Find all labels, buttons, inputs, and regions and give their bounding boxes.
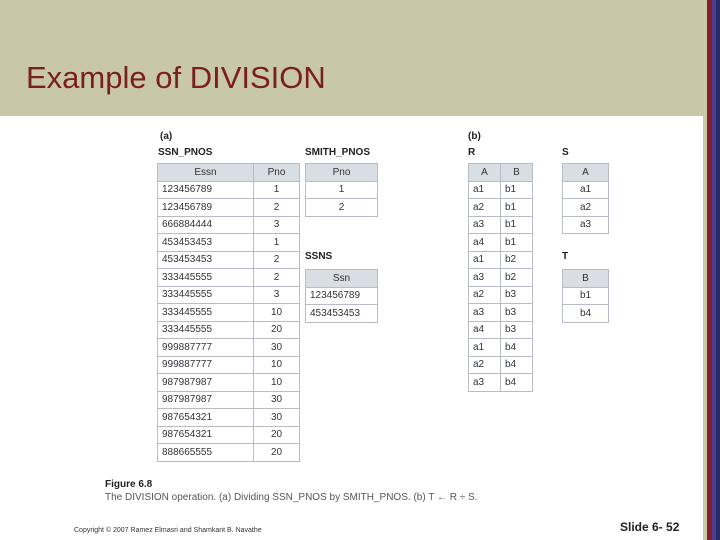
table-row <box>563 181 609 199</box>
table-row <box>306 181 378 199</box>
relation-name-ssn-pnos: SSN_PNOS <box>158 147 213 158</box>
table-row <box>469 234 533 252</box>
table-row <box>306 199 378 217</box>
table-cell: 987987987 <box>158 391 254 409</box>
table-cell: a3 <box>469 304 501 322</box>
column-header: Pno <box>254 164 300 182</box>
copyright-notice: Copyright © 2007 Ramez Elmasri and Shamkant B. Navathe <box>74 527 262 534</box>
table-cell: a2 <box>563 199 609 217</box>
decorative-stripe <box>716 0 720 540</box>
table-row <box>563 199 609 217</box>
table-cell: 987987987 <box>158 374 254 392</box>
table-row <box>563 216 609 234</box>
column-header: A <box>469 164 501 182</box>
table-header-row <box>563 270 609 288</box>
table-row <box>469 199 533 217</box>
table-cell: 453453453 <box>158 251 254 269</box>
table-row <box>563 287 609 305</box>
title-band <box>0 0 703 116</box>
table-row <box>563 305 609 323</box>
table-row <box>158 444 300 462</box>
relation-name-t: T <box>562 251 569 262</box>
table-cell: a3 <box>563 216 609 234</box>
figure-caption-text: The DIVISION operation. (a) Dividing SSN_PNOS by SMITH_PNOS. (b) T ← R ÷ S. <box>105 492 478 503</box>
table-row <box>469 216 533 234</box>
table-row <box>158 199 300 217</box>
relation-name-s: S <box>562 147 569 158</box>
figure-part-b-label: (b) <box>468 131 481 142</box>
table-cell: a2 <box>469 286 501 304</box>
slide-number: Slide 6- 52 <box>620 520 680 534</box>
table-cell: a2 <box>469 199 501 217</box>
table-header-row <box>306 164 378 182</box>
table-header-row <box>306 270 378 288</box>
table-row <box>158 181 300 199</box>
table-smith-pnos <box>305 163 378 217</box>
table-row <box>469 356 533 374</box>
table-row <box>158 374 300 392</box>
table-cell: a1 <box>469 251 501 269</box>
table-cell: 10 <box>254 304 300 322</box>
table-row <box>158 321 300 339</box>
figure-part-a-label: (a) <box>160 131 173 142</box>
table-s <box>562 163 609 234</box>
table-cell: 1 <box>306 181 378 199</box>
relation-name-smith-pnos: SMITH_PNOS <box>305 147 371 158</box>
table-cell: 123456789 <box>158 199 254 217</box>
table-cell: a3 <box>469 374 501 392</box>
table-row <box>158 391 300 409</box>
table-ssns <box>305 269 378 323</box>
table-cell: 333445555 <box>158 286 254 304</box>
column-header: B <box>501 164 533 182</box>
table-row <box>469 181 533 199</box>
table-row <box>469 269 533 287</box>
table-cell: 20 <box>254 321 300 339</box>
table-cell: 333445555 <box>158 269 254 287</box>
table-cell: 30 <box>254 409 300 427</box>
column-header: A <box>563 164 609 182</box>
table-cell: 453453453 <box>158 234 254 252</box>
table-cell: 888665555 <box>158 444 254 462</box>
table-row <box>158 269 300 287</box>
table-row <box>158 304 300 322</box>
table-cell: b2 <box>501 251 533 269</box>
table-cell: 20 <box>254 444 300 462</box>
table-row <box>158 234 300 252</box>
table-cell: 333445555 <box>158 321 254 339</box>
table-row <box>158 286 300 304</box>
table-cell: b4 <box>563 305 609 323</box>
table-cell: a1 <box>469 339 501 357</box>
table-row <box>158 251 300 269</box>
slide-title: Example of DIVISION <box>26 60 326 95</box>
table-row <box>469 339 533 357</box>
table-cell: a4 <box>469 321 501 339</box>
table-cell: 30 <box>254 339 300 357</box>
table-cell: b3 <box>501 286 533 304</box>
table-cell: b4 <box>501 339 533 357</box>
table-row <box>306 305 378 323</box>
relation-name-r: R <box>468 147 476 158</box>
table-cell: 10 <box>254 356 300 374</box>
column-header: Essn <box>158 164 254 182</box>
table-r <box>468 163 533 392</box>
table-row <box>158 356 300 374</box>
table-cell: b1 <box>501 199 533 217</box>
table-row <box>469 286 533 304</box>
table-cell: a3 <box>469 216 501 234</box>
table-row <box>158 409 300 427</box>
table-row <box>158 339 300 357</box>
table-cell: 20 <box>254 426 300 444</box>
table-row <box>469 304 533 322</box>
table-row <box>469 251 533 269</box>
table-cell: 3 <box>254 216 300 234</box>
table-cell: b1 <box>501 234 533 252</box>
column-header: Ssn <box>306 270 378 288</box>
relation-name-ssns: SSNS <box>305 251 333 262</box>
table-cell: b2 <box>501 269 533 287</box>
table-cell: 1 <box>254 234 300 252</box>
column-header: B <box>563 270 609 288</box>
table-cell: 10 <box>254 374 300 392</box>
table-cell: 666884444 <box>158 216 254 234</box>
table-cell: b1 <box>501 216 533 234</box>
table-cell: 453453453 <box>306 305 378 323</box>
table-cell: 3 <box>254 286 300 304</box>
table-cell: b3 <box>501 304 533 322</box>
table-cell: 2 <box>254 251 300 269</box>
table-cell: b4 <box>501 374 533 392</box>
table-cell: 987654321 <box>158 426 254 444</box>
table-cell: 2 <box>254 199 300 217</box>
table-row <box>469 374 533 392</box>
table-cell: 999887777 <box>158 339 254 357</box>
figure-caption-title: Figure 6.8 <box>105 479 153 490</box>
table-cell: a4 <box>469 234 501 252</box>
table-cell: 30 <box>254 391 300 409</box>
table-cell: 2 <box>306 199 378 217</box>
table-cell: a1 <box>563 181 609 199</box>
table-cell: 123456789 <box>306 287 378 305</box>
table-cell: 999887777 <box>158 356 254 374</box>
table-cell: b4 <box>501 356 533 374</box>
table-cell: 1 <box>254 181 300 199</box>
table-cell: b1 <box>563 287 609 305</box>
table-header-row <box>563 164 609 182</box>
table-cell: 2 <box>254 269 300 287</box>
table-row <box>306 287 378 305</box>
table-cell: 333445555 <box>158 304 254 322</box>
table-row <box>158 426 300 444</box>
table-cell: b3 <box>501 321 533 339</box>
column-header: Pno <box>306 164 378 182</box>
table-cell: b1 <box>501 181 533 199</box>
table-t <box>562 269 609 323</box>
table-row <box>158 216 300 234</box>
table-cell: a3 <box>469 269 501 287</box>
table-cell: 123456789 <box>158 181 254 199</box>
table-cell: a2 <box>469 356 501 374</box>
table-header-row <box>158 164 300 182</box>
table-cell: a1 <box>469 181 501 199</box>
table-cell: 987654321 <box>158 409 254 427</box>
table-ssn-pnos <box>157 163 300 462</box>
table-header-row <box>469 164 533 182</box>
table-row <box>469 321 533 339</box>
